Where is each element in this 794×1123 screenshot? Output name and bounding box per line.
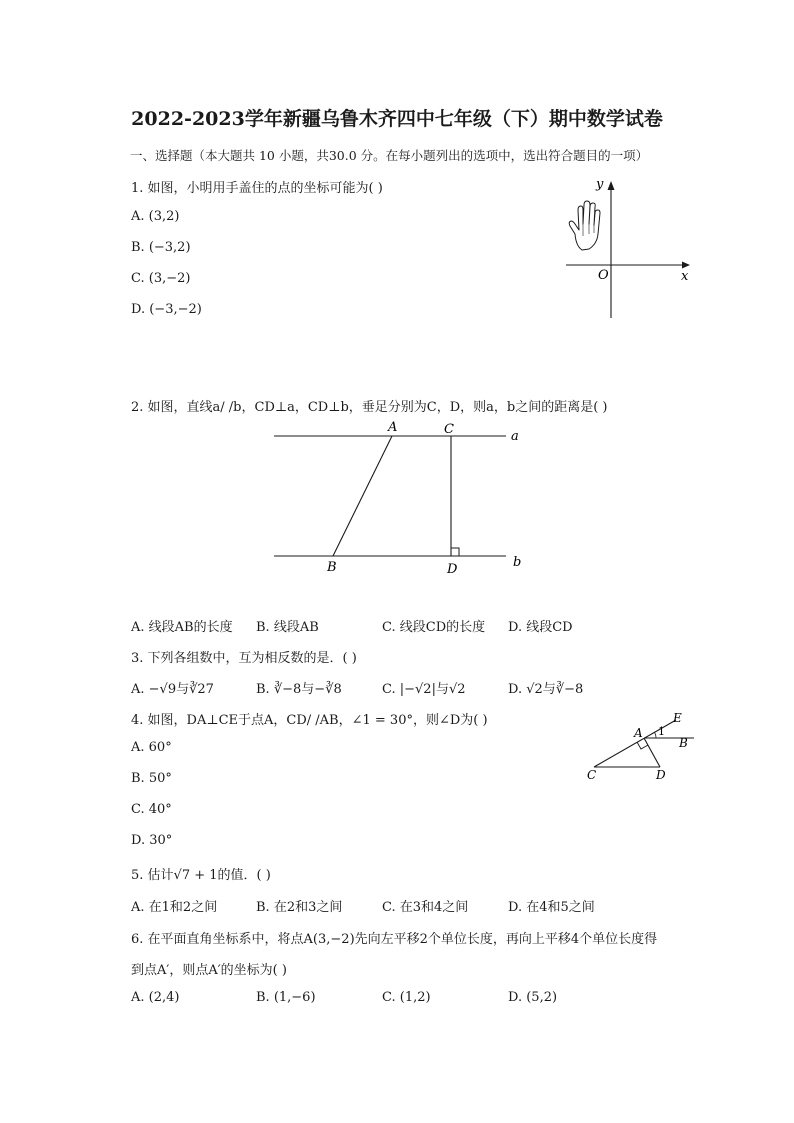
y-axis-label: y (596, 177, 604, 192)
question-2-figure (268, 418, 530, 578)
point-d-label: D (447, 562, 458, 577)
point-b-label: B (327, 560, 337, 575)
point-b-label: B (679, 736, 688, 750)
question-1-option-a: A. (3,2) (131, 209, 180, 224)
question-6-option-c: C. (1,2) (382, 990, 431, 1005)
question-2-option-d: D. 线段CD (508, 620, 573, 635)
question-1-figure (560, 172, 700, 322)
question-2-option-c: C. 线段CD的长度 (382, 620, 486, 635)
question-1-stem: 1. 如图，小明用手盖住的点的坐标可能为( ) (131, 181, 383, 196)
question-4-option-b: B. 50° (131, 771, 172, 786)
question-4-option-c: C. 40° (131, 802, 172, 817)
question-4-figure (584, 708, 704, 788)
origin-label: O (598, 268, 609, 283)
right-angle-mark (451, 548, 459, 556)
question-6-option-a: A. (2,4) (131, 990, 180, 1005)
question-4-option-a: A. 60° (131, 740, 172, 755)
segment-ad (644, 738, 660, 767)
question-5-option-a: A. 在1和2之间 (131, 900, 218, 915)
point-a-label: A (634, 726, 643, 740)
question-1-option-b: B. (−3,2) (131, 240, 191, 255)
point-c-label: C (587, 768, 597, 782)
line-a-label: a (511, 429, 519, 444)
question-5-stem: 5. 估计√7 + 1的值．( ) (131, 868, 271, 883)
question-5-option-d: D. 在4和5之间 (508, 900, 595, 915)
point-d-label: D (656, 768, 666, 782)
x-axis-label: x (681, 269, 689, 284)
question-2-option-b: B. 线段AB (256, 620, 319, 635)
page-title: 2022-2023学年新疆乌鲁木齐四中七年级（下）期中数学试卷 (131, 108, 663, 130)
hand-icon (569, 201, 600, 250)
question-4-stem: 4. 如图，DA⊥CE于点A，CD/ /AB，∠1 = 30°，则∠D为( ) (131, 713, 488, 728)
point-a-label: A (388, 420, 398, 435)
question-2-option-a: A. 线段AB的长度 (131, 620, 233, 635)
point-c-label: C (444, 422, 454, 437)
question-3-option-a: A. −√9与∛27 (131, 682, 214, 697)
question-6-stem-line-2: 到点A′，则点A′的坐标为( ) (131, 963, 287, 978)
question-3-option-c: C. |−√2|与√2 (382, 682, 466, 697)
question-4-option-d: D. 30° (131, 833, 173, 848)
question-5-option-c: C. 在3和4之间 (382, 900, 469, 915)
question-3-option-b: B. ∛−8与−∛8 (256, 682, 342, 697)
line-b-label: b (513, 555, 522, 570)
question-6-option-d: D. (5,2) (508, 990, 558, 1005)
question-6-stem-line-1: 6. 在平面直角坐标系中，将点A(3,−2)先向左平移2个单位长度，再向上平移4个单位长度得 (131, 932, 658, 947)
question-3-option-d: D. √2与∛−8 (508, 682, 584, 697)
question-1-option-d: D. (−3,−2) (131, 302, 202, 317)
point-e-label: E (673, 711, 682, 725)
question-2-stem: 2. 如图，直线a/ /b，CD⊥a，CD⊥b，垂足分别为C，D，则a，b之间的距离是( ) (131, 400, 608, 415)
angle-1-arc (654, 732, 656, 738)
question-5-option-b: B. 在2和3之间 (256, 900, 343, 915)
angle-1-label: 1 (658, 725, 665, 738)
segment-ab (333, 436, 392, 556)
question-6-option-b: B. (1,−6) (256, 990, 316, 1005)
question-3-stem: 3. 下列各组数中，互为相反数的是．( ) (131, 651, 357, 666)
section-header: 一、选择题（本大题共 10 小题，共30.0 分。在每小题列出的选项中，选出符合题目的一项） (130, 148, 649, 163)
question-1-option-c: C. (3,−2) (131, 271, 191, 286)
